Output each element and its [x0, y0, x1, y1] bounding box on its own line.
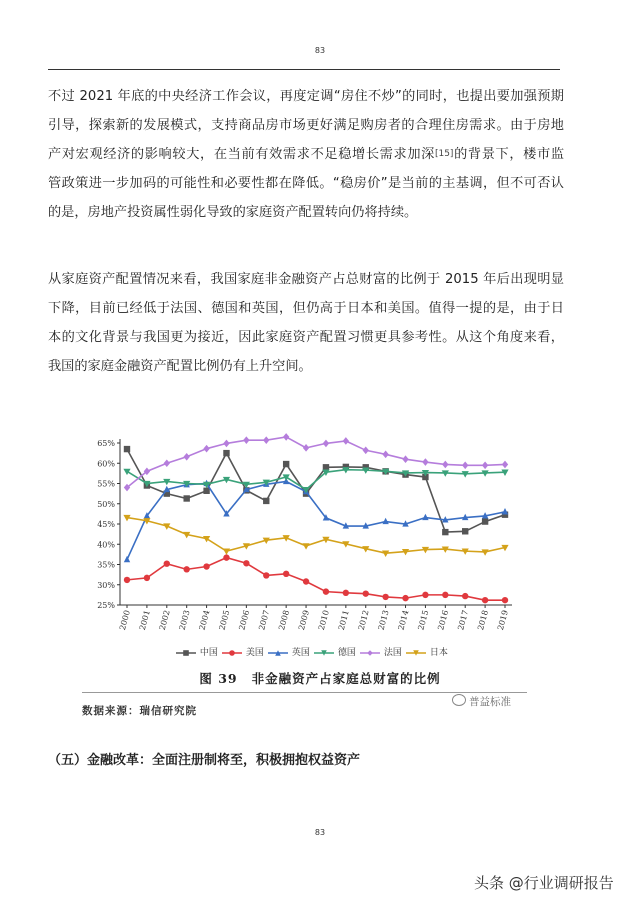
x-tick-label: 2018 — [476, 609, 491, 632]
data-point — [283, 571, 289, 577]
data-point — [203, 563, 209, 569]
data-point — [382, 551, 389, 557]
citation-reference[interactable]: [15] — [434, 149, 454, 159]
x-tick-label: 2001 — [137, 609, 152, 632]
x-tick-label: 2014 — [396, 609, 411, 632]
data-point — [502, 508, 508, 514]
x-tick-label: 2003 — [177, 609, 192, 632]
data-point — [183, 453, 189, 461]
legend-item — [175, 645, 218, 658]
data-point — [223, 549, 230, 555]
x-tick-label: 2010 — [316, 609, 331, 632]
paragraph-line-part: 的背景下，楼市监 — [453, 147, 565, 162]
data-point — [442, 461, 448, 469]
data-point — [502, 461, 508, 469]
legend-label: 法国 — [381, 648, 402, 658]
data-point — [263, 436, 269, 444]
x-tick-label: 2008 — [277, 609, 292, 632]
data-point — [123, 469, 130, 475]
x-tick-label: 2013 — [376, 609, 391, 632]
x-tick-label: 2016 — [436, 609, 451, 632]
data-point — [283, 433, 289, 441]
x-tick-label: 2004 — [197, 609, 212, 632]
y-tick-label: 65% — [97, 439, 115, 448]
paragraph-line: 的是，房地产投资属性弱化导致的家庭资产配置转向仍将持续。 — [48, 205, 418, 220]
data-point — [363, 590, 369, 596]
x-tick-label: 2005 — [217, 609, 232, 632]
data-point — [363, 446, 369, 454]
data-point — [323, 440, 329, 448]
page-number-top: 83 — [314, 46, 326, 55]
data-point — [183, 495, 189, 501]
data-point — [442, 592, 448, 598]
paragraph-line: 下降，目前已经低于法国、德国和英国，但仍高于日本和美国。值得一提的是，由于日 — [48, 301, 564, 316]
header-rule — [48, 69, 560, 70]
data-point — [302, 543, 309, 549]
legend-label: 英国 — [289, 648, 310, 658]
series-line — [127, 518, 505, 554]
figure-caption — [0, 669, 640, 687]
data-point — [382, 518, 388, 524]
legend-marker — [367, 650, 373, 656]
paragraph-1 — [48, 82, 564, 227]
legend-marker — [183, 650, 189, 656]
data-point — [462, 593, 468, 599]
data-point — [422, 514, 428, 520]
legend-swatch — [267, 648, 289, 658]
data-point — [482, 597, 488, 603]
page-watermark: 头条 @行业调研报告 — [474, 874, 614, 892]
data-point — [482, 461, 488, 469]
watermark-icon — [452, 694, 466, 706]
figure-source: 数据来源：瑞信研究院 — [82, 705, 197, 717]
x-tick-label: 2011 — [336, 609, 351, 632]
x-tick-label: 2015 — [416, 609, 431, 632]
legend-swatch — [359, 648, 381, 658]
paragraph-line: 我国的家庭金融资产配置比例仍有上升空间。 — [48, 359, 312, 374]
data-point — [343, 437, 349, 445]
data-point — [323, 464, 329, 470]
data-point — [263, 572, 269, 578]
data-point — [323, 588, 329, 594]
paragraph-line: 从家庭资产配置情况来看，我国家庭非金融资产占总财富的比例于 2015 年后出现明显 — [48, 272, 564, 287]
y-tick-label: 30% — [97, 580, 115, 590]
data-point — [124, 577, 130, 583]
data-point — [422, 458, 428, 466]
figure-watermark — [452, 694, 511, 709]
x-tick-label: 2009 — [297, 609, 311, 632]
paragraph-line: 管政策进一步加码的可能性和必要性都在降低。“稳房价”是当前的主基调，但不可否认 — [48, 176, 564, 191]
legend-label: 日本 — [427, 648, 448, 658]
legend-swatch — [175, 648, 197, 658]
data-point — [164, 560, 170, 566]
paragraph-2 — [48, 265, 564, 381]
series-line — [127, 481, 505, 559]
legend-label: 德国 — [335, 648, 356, 658]
y-tick-label: 60% — [97, 459, 115, 469]
data-point — [502, 597, 508, 603]
legend-label: 美国 — [243, 648, 264, 658]
legend-item — [221, 645, 264, 658]
data-point — [144, 575, 150, 581]
chart-container — [80, 433, 520, 663]
legend-item — [313, 645, 356, 658]
data-point — [462, 461, 468, 469]
caption-rule — [82, 692, 527, 693]
data-point — [283, 461, 289, 467]
data-point — [402, 455, 408, 463]
x-tick-label: 2012 — [356, 609, 371, 632]
figure-number: 图 39 — [199, 671, 238, 686]
paragraph-line — [48, 140, 564, 169]
y-tick-label: 40% — [97, 540, 115, 550]
data-point — [223, 554, 229, 560]
data-point — [303, 444, 309, 452]
data-point — [203, 445, 209, 453]
data-point — [402, 595, 408, 601]
x-tick-label: 2000 — [117, 609, 132, 632]
y-tick-label: 55% — [97, 479, 115, 489]
data-point — [223, 440, 229, 448]
x-tick-label: 2006 — [237, 609, 252, 632]
paragraph-line: 不过 2021 年底的中央经济工作会议，再度定调“房住不炒”的同时，也提出要加强预期 — [48, 89, 564, 104]
data-point — [442, 529, 448, 535]
x-tick-label: 2017 — [456, 609, 471, 632]
data-point — [164, 459, 170, 467]
data-point — [183, 566, 189, 572]
x-tick-label: 2019 — [495, 609, 510, 632]
paragraph-line: 本的文化背景与我国更为接近，因此家庭资产配置习惯更具参考性。从这个角度来看， — [48, 330, 564, 345]
legend-swatch — [405, 648, 427, 658]
data-point — [382, 594, 388, 600]
figure-watermark-text: 普益标准 — [469, 696, 511, 708]
data-point — [203, 488, 209, 494]
legend-item — [405, 645, 448, 658]
y-tick-label: 25% — [97, 601, 115, 610]
legend-swatch — [313, 648, 335, 658]
legend-item — [359, 645, 402, 658]
paragraph-line-part: 产对宏观经济的影响较大，在当前有效需求不足稳增长需求加深 — [48, 147, 435, 162]
y-tick-label: 45% — [97, 520, 115, 529]
data-point — [343, 590, 349, 596]
legend-item — [267, 645, 310, 658]
data-point — [482, 518, 488, 524]
legend-marker — [229, 650, 235, 656]
legend-swatch — [221, 648, 243, 658]
data-point — [422, 592, 428, 598]
data-point — [124, 556, 130, 562]
data-point — [243, 436, 249, 444]
x-tick-label: 2007 — [257, 609, 272, 632]
data-point — [223, 450, 229, 456]
data-point — [124, 446, 130, 452]
paragraph-line: 引导，探索新的发展模式，支持商品房市场更好满足购房者的合理住房需求。由于房地 — [48, 118, 564, 133]
data-point — [462, 528, 468, 534]
data-point — [243, 560, 249, 566]
x-tick-label: 2002 — [157, 609, 172, 632]
line-chart — [80, 433, 520, 663]
data-point — [382, 451, 388, 459]
data-point — [203, 536, 210, 542]
data-point — [303, 578, 309, 584]
legend-label: 中国 — [197, 648, 218, 658]
figure-title: 非金融资产占家庭总财富的比例 — [251, 671, 441, 686]
y-tick-label: 50% — [97, 499, 115, 509]
data-point — [263, 498, 269, 504]
y-tick-label: 35% — [97, 560, 115, 570]
page-number-bottom: 83 — [314, 828, 326, 837]
section-heading: （五）金融改革：全面注册制将至，积极拥抱权益资产 — [48, 753, 361, 768]
